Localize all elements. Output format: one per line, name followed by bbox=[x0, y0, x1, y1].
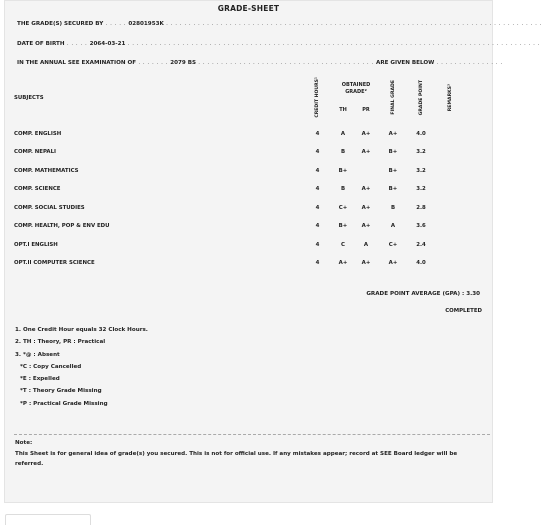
dob-value: 2064-03-21 bbox=[89, 41, 126, 47]
footnote-item: *E : Expelled bbox=[20, 376, 60, 383]
table-row bbox=[11, 125, 494, 144]
credit-hours-cell: 4 bbox=[315, 167, 320, 174]
grade-point-cell: 3.6 bbox=[416, 223, 426, 230]
footnote-item: 3. *@ : Absent bbox=[15, 351, 60, 358]
credit-hours-cell: 4 bbox=[315, 223, 320, 230]
dotted-leader: . . . . . bbox=[103, 21, 129, 27]
grade-point-cell: 3.2 bbox=[416, 186, 426, 193]
status-label: COMPLETED bbox=[445, 308, 482, 314]
exam-year-value: 2079 BS bbox=[170, 60, 197, 66]
exam-label: IN THE ANNUAL SEE EXAMINATION OF bbox=[17, 60, 137, 66]
pr-grade-cell: A+ bbox=[361, 260, 371, 267]
pr-grade-cell: A+ bbox=[361, 223, 371, 230]
note-title: Note: bbox=[15, 440, 33, 446]
divider bbox=[14, 434, 490, 435]
final-grade-cell: B+ bbox=[388, 149, 398, 156]
exam-line bbox=[17, 60, 503, 71]
grade-point-header: GRADE POINT bbox=[418, 79, 424, 115]
subject-name: COMP. SOCIAL STUDIES bbox=[14, 204, 85, 211]
subject-name: COMP. MATHEMATICS bbox=[14, 167, 79, 174]
pr-header: PR bbox=[362, 107, 370, 114]
subject-name: COMP. SCIENCE bbox=[14, 186, 61, 193]
credit-hours-cell: 4 bbox=[315, 204, 320, 211]
subject-name: COMP. NEPALI bbox=[14, 149, 57, 156]
pr-grade-cell: A+ bbox=[361, 149, 371, 156]
grade-point-cell: 3.2 bbox=[416, 149, 426, 156]
th-grade-cell: A bbox=[340, 130, 346, 137]
credit-hours-cell: 4 bbox=[315, 149, 320, 156]
pr-grade-cell bbox=[353, 162, 379, 181]
grade-point-cell: 2.4 bbox=[416, 241, 426, 248]
credit-hours-cell: 4 bbox=[315, 241, 320, 248]
credit-hours-cell: 4 bbox=[315, 130, 320, 137]
th-grade-cell: B+ bbox=[338, 167, 348, 174]
dotted-leader: . . . . . . . . . . . . . . . . . . . . . . . . . . . . . . . . . . . . . . . bbox=[196, 60, 377, 66]
dotted-leader: . . . . . bbox=[64, 41, 90, 47]
dotted-leader: . . . . . . . bbox=[136, 60, 171, 66]
grade-point-cell: 3.2 bbox=[416, 167, 426, 174]
final-grade-cell: A bbox=[390, 223, 396, 230]
footnote-item: *C : Copy Cancelled bbox=[20, 363, 82, 370]
subject-name: OPT.II COMPUTER SCIENCE bbox=[14, 260, 95, 267]
dotted-leader: . . . . . . . . . . . . . . . bbox=[434, 60, 503, 66]
pr-grade-cell: A bbox=[363, 241, 369, 248]
final-grade-cell: A+ bbox=[388, 130, 398, 137]
pr-grade-cell: A+ bbox=[361, 130, 371, 137]
dob-label: DATE OF BIRTH bbox=[17, 41, 65, 47]
footnotes bbox=[15, 327, 148, 413]
final-grade-cell: B+ bbox=[388, 167, 398, 174]
grade-sheet bbox=[4, 0, 542, 503]
subject-name: COMP. ENGLISH bbox=[14, 130, 62, 137]
exam-suffix: ARE GIVEN BELOW bbox=[376, 60, 435, 66]
final-grade-cell: B bbox=[390, 204, 396, 211]
dotted-leader: . . . . . . . . . . . . . . . . . . . . . . . . . . . . . . . . . . . . . . . . . . . . . . . . . . . . . . . . . . . . . . . . . . . . . . . . . . . . . . . . . . . . . . . . . . . bbox=[125, 41, 541, 47]
final-grade-cell: C+ bbox=[388, 241, 398, 248]
th-grade-cell: B bbox=[340, 149, 346, 156]
student-id-line bbox=[17, 21, 542, 32]
subjects-header: SUBJECTS bbox=[14, 95, 44, 102]
button-edge[interactable] bbox=[5, 514, 91, 525]
footnote-item: 1. One Credit Hour equals 32 Clock Hours. bbox=[15, 327, 148, 333]
footnote-item: *T : Theory Grade Missing bbox=[20, 388, 102, 395]
final-grade-cell: B+ bbox=[388, 186, 398, 193]
pr-grade-cell: A+ bbox=[361, 204, 371, 211]
credit-hours-cell: 4 bbox=[315, 186, 320, 193]
table-row bbox=[11, 254, 494, 273]
th-grade-cell: A+ bbox=[338, 260, 348, 267]
gpa-summary: GRADE POINT AVERAGE (GPA) : 3.30 bbox=[366, 291, 480, 297]
obtained-grade-header: OBTAINED GRADE² bbox=[341, 81, 371, 95]
final-grade-header: FINAL GRADE bbox=[390, 80, 396, 115]
note-text: This Sheet is for general idea of grade(s) you secured. This is not for official use. If any mistakes appear; record at SEE Board ledger will be referred. bbox=[15, 450, 458, 467]
grades-table bbox=[11, 77, 494, 273]
table-row bbox=[11, 199, 494, 218]
final-grade-cell: A+ bbox=[388, 260, 398, 267]
grade-point-cell: 4.0 bbox=[416, 130, 426, 137]
footnote-item: *P : Practical Grade Missing bbox=[20, 400, 108, 407]
th-grade-cell: C+ bbox=[338, 204, 348, 211]
table-row bbox=[11, 236, 494, 255]
subject-name: OPT.I ENGLISH bbox=[14, 241, 58, 248]
table-row bbox=[11, 143, 494, 162]
table-row bbox=[11, 162, 494, 181]
footnote-item: 2. TH : Theory, PR : Practical bbox=[15, 339, 106, 346]
pr-grade-cell: A+ bbox=[361, 186, 371, 193]
note-block bbox=[15, 438, 485, 470]
grade-point-cell: 4.0 bbox=[416, 260, 426, 267]
subject-name: COMP. HEALTH, POP & ENV EDU bbox=[14, 223, 110, 230]
grade-point-cell: 2.8 bbox=[416, 204, 426, 211]
table-row bbox=[11, 217, 494, 236]
th-header: TH bbox=[339, 107, 347, 114]
dotted-leader: . . . . . . . . . . . . . . . . . . . . . . . . . . . . . . . . . . . . . . . . . . . . . . . . . . . . . . . . . . . . . . . . . . . . . . . . . . . . . . . . . . . bbox=[163, 21, 542, 27]
th-grade-cell: C bbox=[341, 241, 345, 248]
student-id-value: 02801953K bbox=[128, 21, 164, 27]
sheet-title: GRADE-SHEET bbox=[217, 4, 280, 13]
th-grade-cell: B+ bbox=[338, 223, 348, 230]
dob-line bbox=[17, 41, 541, 52]
table-row bbox=[11, 180, 494, 199]
student-id-label: THE GRADE(S) SECURED BY bbox=[17, 21, 104, 27]
credit-hours-cell: 4 bbox=[315, 260, 320, 267]
th-grade-cell: B bbox=[340, 186, 346, 193]
remarks-header: REMARKS³ bbox=[447, 83, 453, 111]
credit-hours-header: CREDIT HOURS¹ bbox=[315, 77, 320, 118]
